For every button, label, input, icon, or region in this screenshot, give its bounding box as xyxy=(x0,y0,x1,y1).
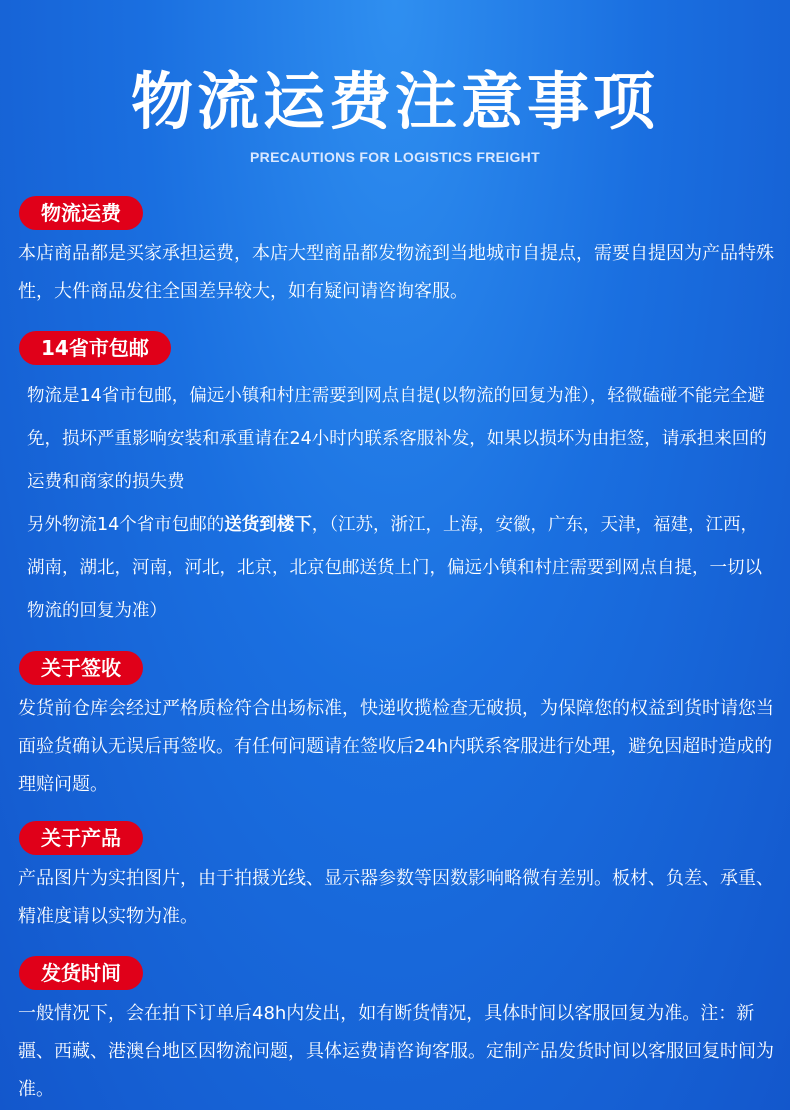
paragraph-emphasis: 送货到楼下 xyxy=(224,515,312,535)
section-badge-freight: 物流运费 xyxy=(19,196,143,230)
section-paragraph xyxy=(27,504,775,633)
section-paragraph: 一般情况下，会在拍下订单后48h内发出，如有断货情况，具体时间以客服回复为准。注：新疆、西藏、港澳台地区因物流问题，具体运费请咨询客服。定制产品发货时间以客服回复时间为准。 xyxy=(18,1003,774,1100)
section-badge-free-shipping: 14省市包邮 xyxy=(19,331,171,365)
section-paragraph: 发货前仓库会经过严格质检符合出场标准，快递收揽检查无破损，为保障您的权益到货时请您当面验货确认无误后再签收。有任何问题请在签收后24h内联系客服进行处理，避免因超时造成的理赔问题。 xyxy=(18,698,774,795)
section-text-shipping-time xyxy=(18,995,774,1109)
paragraph-suffix: ，（江苏，浙江，上海，安徽，广东，天津，福建，江西，湖南，湖北，河南，河北，北京，北京包邮送货上门，偏远小镇和村庄需要到网点自提，一切以物流的回复为准） xyxy=(27,515,762,621)
section-paragraph: 本店商品都是买家承担运费，本店大型商品都发物流到当地城市自提点，需要自提因为产品特殊性，大件商品发往全国差异较大，如有疑问请咨询客服。 xyxy=(18,243,774,302)
section-text-free-shipping xyxy=(27,375,775,633)
section-paragraph: 产品图片为实拍图片，由于拍摄光线、显示器参数等因数影响略微有差别。板材、负差、承重、精准度请以实物为准。 xyxy=(18,868,774,927)
page-subtitle: PRECAUTIONS FOR LOGISTICS FREIGHT xyxy=(250,149,540,165)
section-badge-signing: 关于签收 xyxy=(19,651,143,685)
section-badge-shipping-time: 发货时间 xyxy=(19,956,143,990)
section-text-freight xyxy=(18,235,774,311)
section-text-product xyxy=(18,860,774,936)
section-badge-product: 关于产品 xyxy=(19,821,143,855)
paragraph-prefix: 另外物流14个省市包邮的 xyxy=(27,515,225,535)
section-text-signing xyxy=(18,690,774,804)
page-title: 物流运费注意事项 xyxy=(130,65,659,138)
section-paragraph: 物流是14省市包邮，偏远小镇和村庄需要到网点自提(以物流的回复为准），轻微磕碰不能完全避免，损坏严重影响安装和承重请在24小时内联系客服补发，如果以损坏为由拒签，请承担来回的运费和商家的损失费 xyxy=(27,386,767,492)
